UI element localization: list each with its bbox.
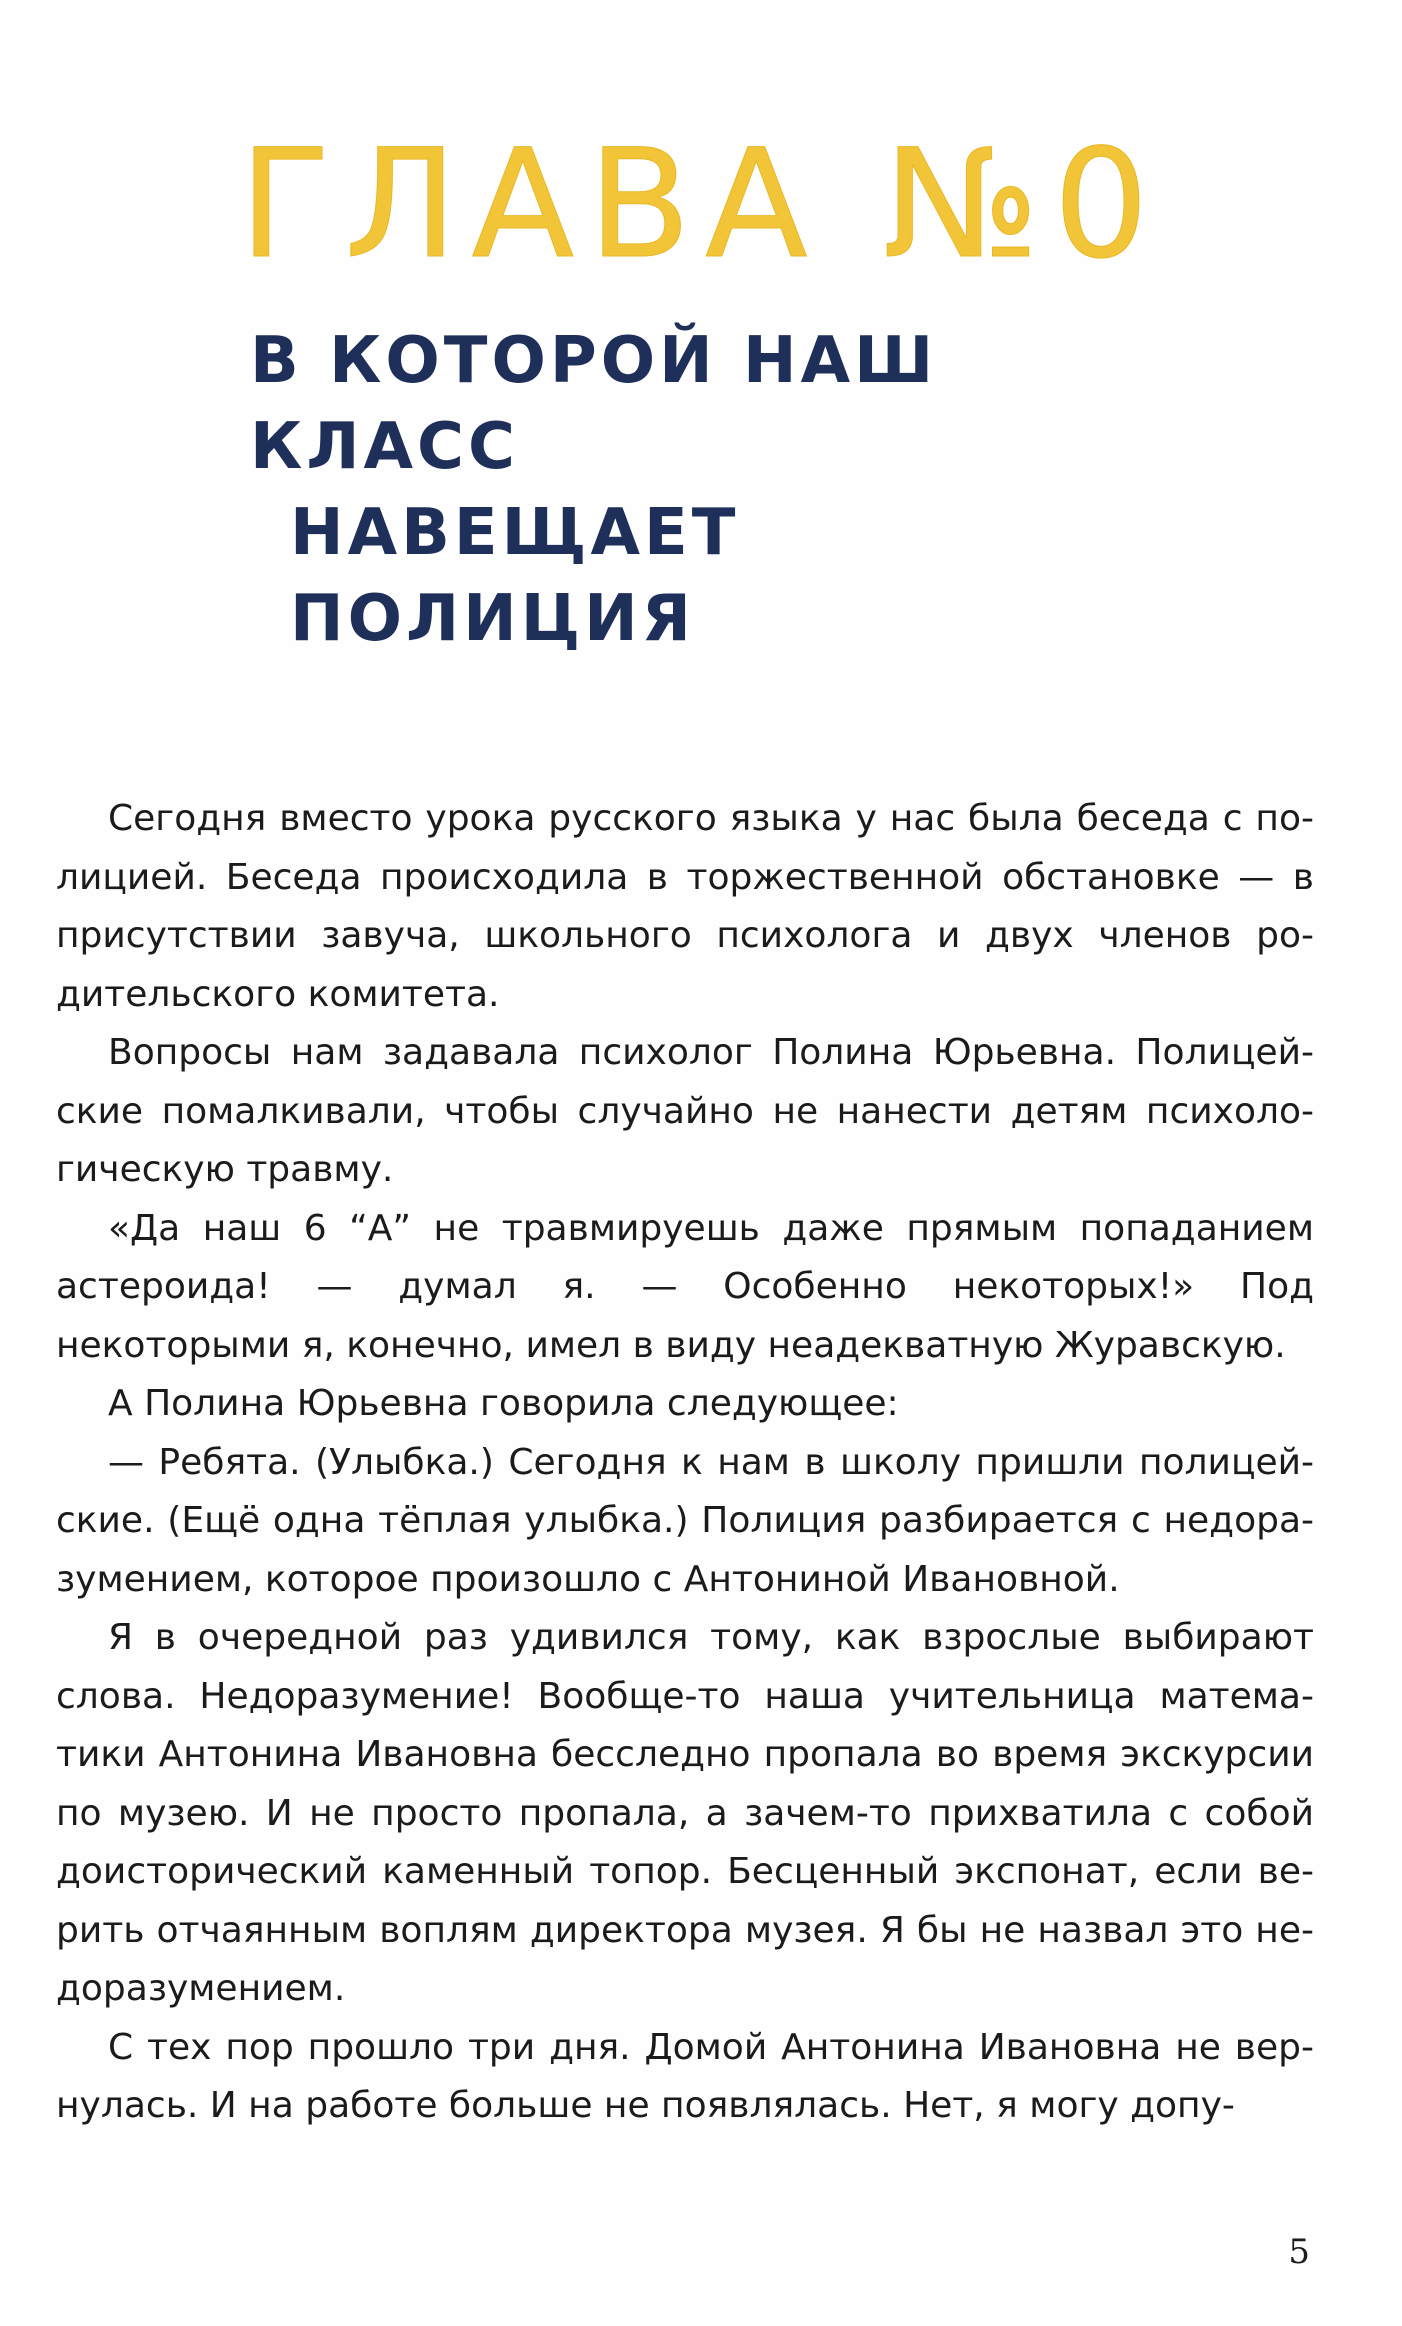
paragraph: А Полина Юрьевна говорила следующее: [108, 1383, 899, 1424]
chapter-heading: ГЛАВА №0 [239, 118, 1163, 292]
paragraph: «Да наш 6 “А” не травмируешь даже прямым попаданием астероида! — думал я. — Особенно некоторых!» Под некоторыми я, конечно, имел в виду неадекватную Журавскую. [56, 1207, 1314, 1366]
paragraph: Я в очередной раз удивился тому, как взрослые выбирают слова. Недоразумение! Вообще-то наша учительница математики Антонина Ивановна бесследно пропала во время экскурсии по музею. И не просто пропала, а зачем-то прихватила с собой доисторический каменный топор. Бесценный экспонат, если верить отчаянным воплям директора музея. Я бы не назвал это недоразумением. [56, 1617, 1314, 2009]
chapter-subtitle-line-2: НАВЕЩАЕТ ПОЛИЦИЯ [290, 496, 740, 656]
chapter-subtitle [250, 318, 1150, 662]
page-number: 5 [1288, 2232, 1310, 2272]
body-text [56, 790, 1314, 2136]
paragraph: Сегодня вместо урока русского языка у нас была беседа с полицией. Беседа происходила в торжественной обстановке — в присутствии завуча, школьного психолога и двух членов родительского комитета. [56, 798, 1314, 1015]
chapter-subtitle-line-1: В КОТОРОЙ НАШ КЛАСС [250, 324, 938, 484]
paragraph: — Ребята. (Улыбка.) Сегодня к нам в школу пришли полицейские. (Ещё одна тёплая улыбка.) Полиция разбирается с недоразумением, которое произошло с Антониной Ивановной. [56, 1441, 1314, 1600]
paragraph: С тех пор прошло три дня. Домой Антонина Ивановна не вернулась. И на работе больше не появлялась. Нет, я могу допу- [56, 2026, 1314, 2126]
paragraph: Вопросы нам задавала психолог Полина Юрьевна. Полицейские помалкивали, чтобы случайно не нанести детям психологическую травму. [56, 1032, 1314, 1190]
